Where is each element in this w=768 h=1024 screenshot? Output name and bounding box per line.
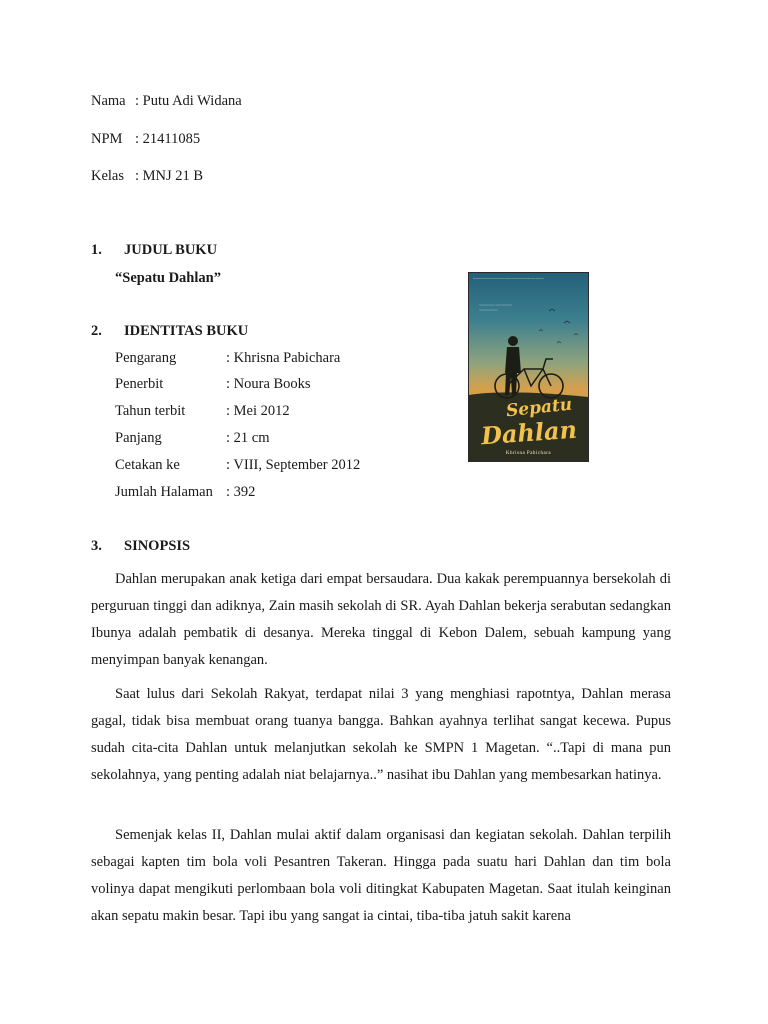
- detail-row-year: [115, 402, 290, 420]
- cover-author: Khrisna Pabichara: [505, 451, 552, 456]
- section-3-heading: [91, 537, 190, 555]
- synopsis-paragraph: [91, 681, 671, 789]
- section-1-number: 1.: [91, 242, 102, 258]
- class-value: : MNJ 21 B: [135, 168, 204, 184]
- detail-key: Panjang: [115, 430, 162, 446]
- detail-value: : 392: [226, 484, 256, 500]
- student-class-line: [91, 167, 203, 185]
- synopsis-text: Saat lulus dari Sekolah Rakyat, terdapat nilai 3 yang menghiasi rapotntya, Dahlan merasa gagal, tidak bisa membuat orang tuanya bangga. Bahkan ayahnya terlihat sangat kecewa. Pupus sudah cita-cita Dahlan untuk melanjutkan sekolah ke SMPN 1 Magetan. “..Tapi di mana pun sekolahnya, yang penting adalah niat belajarnya..” nasihat ibu Dahlan yang membesarkan hatinya.: [91, 686, 671, 783]
- section-1-heading: [91, 241, 217, 259]
- cover-title-line-2: Dahlan: [480, 414, 578, 451]
- detail-row-pages: [115, 483, 255, 501]
- detail-value: : 21 cm: [226, 430, 270, 446]
- detail-row-length: [115, 429, 270, 447]
- section-2-number: 2.: [91, 323, 102, 339]
- detail-key: Penerbit: [115, 376, 164, 392]
- detail-row-publisher: [115, 375, 311, 393]
- synopsis-text: Semenjak kelas II, Dahlan mulai aktif dalam organisasi dan kegiatan sekolah. Dahlan terpilih sebagai kapten tim bola voli Pesantren Takeran. Hingga pada suatu hari Dahlan dan tim bola volinya dapat mengikuti perlombaan bola voli ditingkat Kabupaten Magetan. Saat itulah keinginan akan sepatu makin besar. Tapi ibu yang sangat ia cintai, tiba-tiba jatuh sakit karena: [91, 827, 671, 924]
- section-3-number: 3.: [91, 538, 102, 554]
- npm-label: NPM: [91, 131, 123, 147]
- detail-key: Cetakan ke: [115, 457, 180, 473]
- student-name-line: [91, 92, 242, 110]
- student-npm-line: [91, 130, 200, 148]
- name-value: : Putu Adi Widana: [135, 93, 242, 109]
- detail-value: : VIII, September 2012: [226, 457, 361, 473]
- name-label: Nama: [91, 93, 126, 109]
- detail-value: : Mei 2012: [226, 403, 290, 419]
- cover-quote: ~~~~~~~~ ~~~~~~~~~ ~~~~~~~~~~: [479, 303, 513, 312]
- detail-value: : Khrisna Pabichara: [226, 350, 341, 366]
- class-label: Kelas: [91, 168, 125, 184]
- npm-value: : 21411085: [135, 131, 201, 147]
- section-3-title: SINOPSIS: [124, 538, 191, 554]
- detail-value: : Noura Books: [226, 376, 311, 392]
- detail-key: Tahun terbit: [115, 403, 186, 419]
- detail-row-edition: [115, 456, 360, 474]
- section-1-title: JUDUL BUKU: [124, 242, 218, 258]
- section-2-heading: [91, 322, 248, 340]
- detail-row-author: [115, 349, 340, 367]
- book-cover-image: [468, 272, 589, 462]
- synopsis-paragraph: [91, 822, 671, 930]
- cover-title-line-1: Sepatu: [505, 394, 574, 422]
- book-title: “Sepatu Dahlan”: [115, 270, 221, 286]
- detail-key: Jumlah Halaman: [115, 484, 213, 500]
- cover-tagline: ~~~~~~~~~~~~~~~~~~~~~~~~~~: [473, 276, 545, 281]
- detail-key: Pengarang: [115, 350, 177, 366]
- synopsis-paragraph: [91, 566, 671, 674]
- section-2-title: IDENTITAS BUKU: [124, 323, 249, 339]
- synopsis-text: Dahlan merupakan anak ketiga dari empat bersaudara. Dua kakak perempuannya bersekolah di perguruan tinggi dan adiknya, Zain masih sekolah di SR. Ayah Dahlan bekerja serabutan sedangkan Ibunya adalah pembatik di desanya. Mereka tinggal di Kebon Dalem, sebuah kampung yang menyimpan banyak kenangan.: [91, 571, 671, 668]
